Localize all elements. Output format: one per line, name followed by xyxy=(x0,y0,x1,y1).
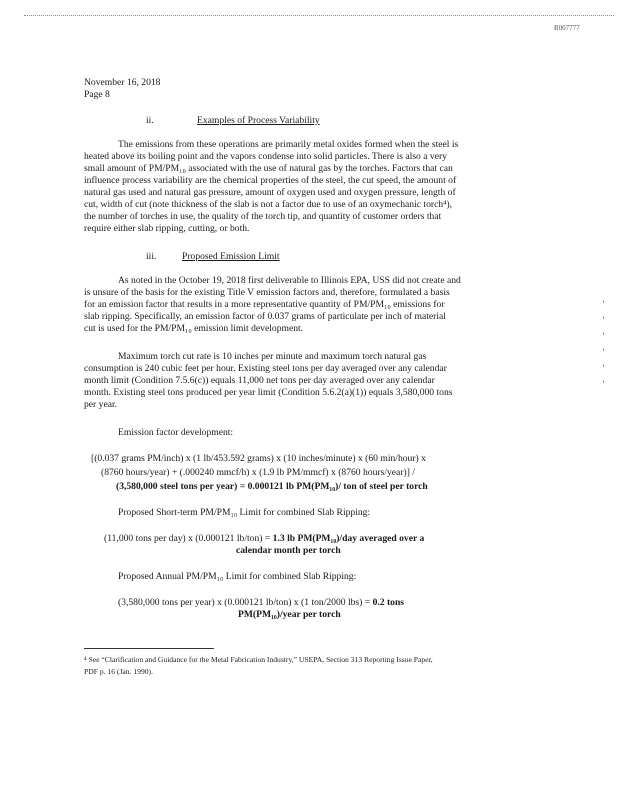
paragraph-line: month. Existing steel tons produced per year limit (Condition 5.6.2(a)(1)) equals 3,580,000 tons xyxy=(84,387,453,398)
equation-line: [(0.037 grams PM/inch) x (1 lb/453.592 grams) x (10 inches/minute) x (60 min/hour) x xyxy=(91,453,426,464)
paragraph-line: natural gas used and natural gas pressure, amount of oxygen used and oxygen pressure, length of xyxy=(84,187,456,198)
paragraph-line: The emissions from these operations are primarily metal oxides formed when the steel is xyxy=(118,139,459,150)
equation-result: 0.2 tons xyxy=(372,597,405,608)
paragraph-line: cut is used for the PM/PM₁₀ emission limit development. xyxy=(84,323,304,334)
paragraph-line: As noted in the October 19, 2018 first deliverable to Illinois EPA, USS did not create and xyxy=(118,275,461,286)
short-term-equation-line-2: calendar month per torch xyxy=(236,545,341,556)
section-iii-title: Proposed Emission Limit xyxy=(182,251,280,262)
footnote-line: ⁴ See “Clarification and Guidance for the Metal Fabrication Industry,” USEPA, Section 313 Reporting Issue Paper, xyxy=(84,655,433,664)
annual-limit-heading: Proposed Annual PM/PM₁₀ Limit for combined Slab Ripping: xyxy=(118,571,357,582)
header-page: Page 8 xyxy=(84,89,110,100)
paragraph-line: cut, width of cut (note thickness of the slab is not a factor due to use of an oxymechanic torch⁴), xyxy=(84,199,453,210)
paragraph-line: influence process variability are the chemical properties of the steel, the cut speed, the amount of xyxy=(84,175,457,186)
paragraph-line: for an emission factor that results in a more representative quantity of PM/PM₁₀ emissions for xyxy=(84,299,445,310)
equation-plain: (11,000 tons per day) x (0.000121 lb/ton) = xyxy=(104,533,273,544)
short-term-equation-line-1 xyxy=(104,533,424,545)
annual-equation-line-1 xyxy=(118,597,404,609)
equation-line: (8760 hours/year) + (.000240 mmcf/h) x (1.9 lb PM/mmcf) x (8760 hours/year)] / xyxy=(101,467,415,478)
paragraph-line: the number of torches in use, the quality of the torch tip, and quantity of customer orders that xyxy=(84,211,442,222)
section-iii-number: iii. xyxy=(146,251,157,262)
short-term-limit-heading: Proposed Short-term PM/PM₁₀ Limit for combined Slab Ripping: xyxy=(118,507,371,518)
paragraph-line: per year. xyxy=(84,399,118,410)
section-ii-number: ii. xyxy=(146,115,154,126)
paragraph-line: is unsure of the basis for the existing Title V emission factors and, therefore, formulated a basis xyxy=(84,287,450,298)
equation-result: 1.3 lb PM(PM₁₀)/day averaged over a xyxy=(272,533,425,544)
paragraph-line: consumption is 240 cubic feet per hour. Existing steel tons per day averaged over any calendar xyxy=(84,363,447,374)
section-ii-title: Examples of Process Variability xyxy=(197,115,320,126)
equation-plain: (3,580,000 tons per year) x (0.000121 lb/ton) x (1 ton/2000 lbs) = xyxy=(118,597,373,608)
paragraph-line: small amount of PM/PM₁₀ associated with the use of natural gas by the torches. Factors that can xyxy=(84,163,453,174)
scan-top-dotted-line xyxy=(24,15,614,16)
annual-equation-line-2: PM(PM₁₀)/year per torch xyxy=(238,609,341,620)
footnote-separator xyxy=(84,648,214,649)
paragraph-line: heated above its boiling point and the vapors condense into solid particles. There is also a very xyxy=(84,151,447,162)
header-date: November 16, 2018 xyxy=(84,77,161,88)
paragraph-line: slab ripping. Specifically, an emission factor of 0.037 grams of particulate per inch of material xyxy=(84,311,446,322)
bates-number: R007777 xyxy=(554,24,580,32)
paragraph-line: require either slab ripping, cutting, or both. xyxy=(84,223,250,234)
footnote-line: PDF p. 16 (Jan. 1990). xyxy=(84,667,153,676)
paragraph-line: month limit (Condition 7.5.6(c)) equals 11,000 net tons per day averaged over any calendar xyxy=(84,375,435,386)
paragraph-line: Maximum torch cut rate is 10 inches per minute and maximum torch natural gas xyxy=(118,351,427,362)
equation-line: (3,580,000 steel tons per year) = 0.000121 lb PM(PM₁₀)/ ton of steel per torch xyxy=(116,481,428,492)
emission-factor-heading: Emission factor development: xyxy=(118,427,234,438)
